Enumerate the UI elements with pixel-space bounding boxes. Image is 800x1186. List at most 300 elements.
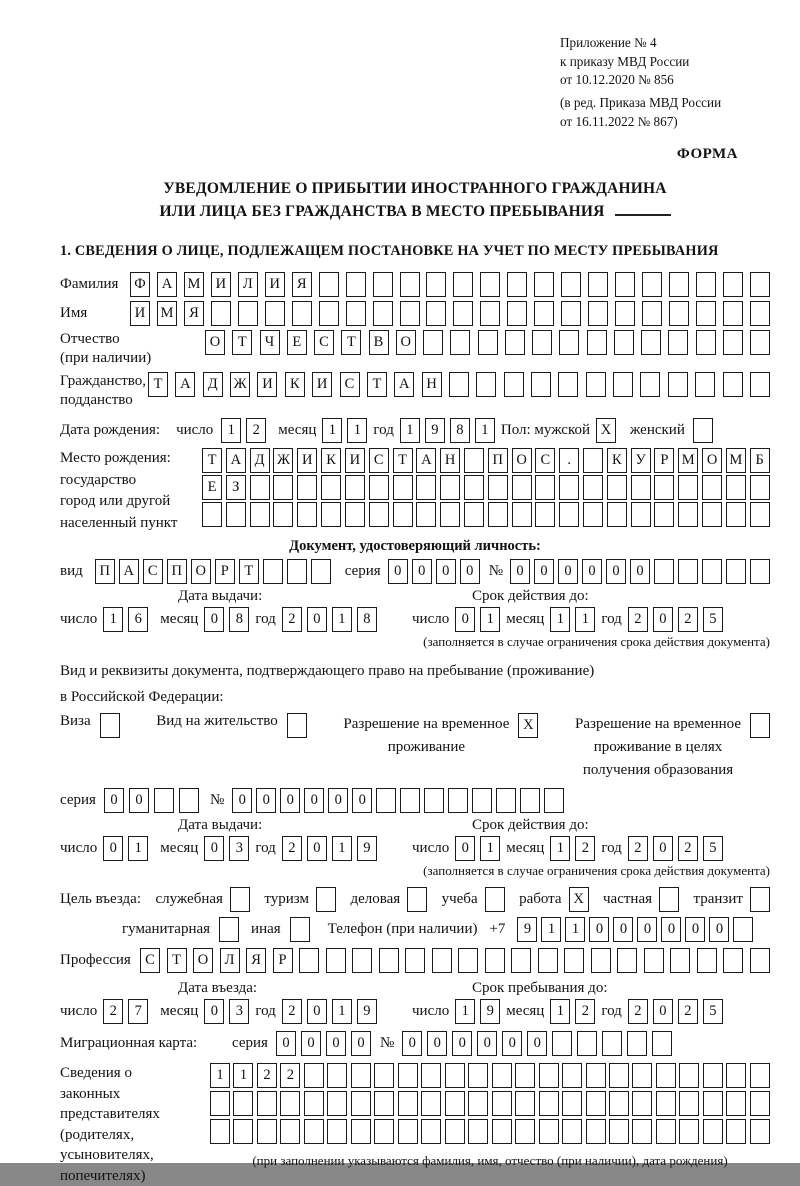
char-cell[interactable] <box>326 948 346 973</box>
char-cell[interactable] <box>750 559 770 584</box>
char-cell[interactable]: И <box>265 272 285 297</box>
char-cell[interactable] <box>726 475 746 500</box>
char-cell[interactable] <box>697 948 717 973</box>
char-cell[interactable] <box>607 475 627 500</box>
char-cell[interactable]: 0 <box>204 607 224 632</box>
char-cell[interactable] <box>304 1119 324 1144</box>
char-cell[interactable]: И <box>211 272 231 297</box>
char-cell[interactable] <box>440 502 460 527</box>
char-cell[interactable]: Н <box>440 448 460 473</box>
char-cell[interactable]: 0 <box>455 836 475 861</box>
char-cell[interactable] <box>750 1063 770 1088</box>
char-cell[interactable] <box>450 330 470 355</box>
char-cell[interactable] <box>464 448 484 473</box>
char-cell[interactable] <box>723 272 743 297</box>
char-cell[interactable]: С <box>535 448 555 473</box>
char-cell[interactable] <box>561 301 581 326</box>
char-cell[interactable] <box>615 272 635 297</box>
char-cell[interactable]: О <box>191 559 211 584</box>
char-cell[interactable] <box>679 1091 699 1116</box>
char-cell[interactable] <box>656 1063 676 1088</box>
char-cell[interactable] <box>534 272 554 297</box>
char-cell[interactable]: К <box>285 372 305 397</box>
char-cell[interactable] <box>750 475 770 500</box>
char-cell[interactable]: Р <box>654 448 674 473</box>
char-cell[interactable]: Т <box>341 330 361 355</box>
char-cell[interactable]: 2 <box>628 607 648 632</box>
char-cell[interactable] <box>511 948 531 973</box>
char-cell[interactable]: О <box>193 948 213 973</box>
male-checkbox[interactable]: X <box>596 418 616 443</box>
char-cell[interactable] <box>393 475 413 500</box>
char-cell[interactable]: 1 <box>541 917 561 942</box>
char-cell[interactable]: 1 <box>550 836 570 861</box>
char-cell[interactable]: И <box>297 448 317 473</box>
char-cell[interactable]: 1 <box>322 418 342 443</box>
char-cell[interactable]: К <box>321 448 341 473</box>
char-cell[interactable]: 0 <box>351 1031 371 1056</box>
official-checkbox[interactable] <box>230 887 250 912</box>
char-cell[interactable] <box>609 1119 629 1144</box>
char-cell[interactable]: 1 <box>480 836 500 861</box>
char-cell[interactable] <box>586 1091 606 1116</box>
char-cell[interactable] <box>379 948 399 973</box>
char-cell[interactable] <box>591 948 611 973</box>
char-cell[interactable]: 1 <box>550 999 570 1024</box>
char-cell[interactable] <box>750 1119 770 1144</box>
char-cell[interactable]: 0 <box>455 607 475 632</box>
char-cell[interactable] <box>421 1063 441 1088</box>
char-cell[interactable]: 9 <box>517 917 537 942</box>
char-cell[interactable] <box>702 475 722 500</box>
char-cell[interactable]: А <box>157 272 177 297</box>
char-cell[interactable] <box>654 502 674 527</box>
char-cell[interactable]: 0 <box>280 788 300 813</box>
char-cell[interactable] <box>376 788 396 813</box>
char-cell[interactable]: С <box>340 372 360 397</box>
char-cell[interactable] <box>319 301 339 326</box>
char-cell[interactable] <box>586 1063 606 1088</box>
char-cell[interactable] <box>678 559 698 584</box>
char-cell[interactable] <box>287 559 307 584</box>
char-cell[interactable] <box>304 1091 324 1116</box>
char-cell[interactable]: 0 <box>606 559 626 584</box>
char-cell[interactable] <box>632 1119 652 1144</box>
char-cell[interactable]: 1 <box>480 607 500 632</box>
char-cell[interactable]: С <box>140 948 160 973</box>
char-cell[interactable] <box>617 948 637 973</box>
char-cell[interactable] <box>507 272 527 297</box>
char-cell[interactable]: 0 <box>653 607 673 632</box>
char-cell[interactable] <box>703 1063 723 1088</box>
work-checkbox[interactable]: X <box>569 887 589 912</box>
char-cell[interactable] <box>750 272 770 297</box>
char-cell[interactable]: А <box>119 559 139 584</box>
char-cell[interactable] <box>507 301 527 326</box>
tourism-checkbox[interactable] <box>316 887 336 912</box>
char-cell[interactable]: 2 <box>628 836 648 861</box>
char-cell[interactable] <box>552 1031 572 1056</box>
char-cell[interactable]: Т <box>239 559 259 584</box>
char-cell[interactable] <box>602 1031 622 1056</box>
char-cell[interactable] <box>654 559 674 584</box>
char-cell[interactable]: Ф <box>130 272 150 297</box>
char-cell[interactable] <box>750 301 770 326</box>
char-cell[interactable]: А <box>416 448 436 473</box>
char-cell[interactable]: Ч <box>260 330 280 355</box>
char-cell[interactable] <box>515 1091 535 1116</box>
char-cell[interactable] <box>652 1031 672 1056</box>
char-cell[interactable] <box>607 502 627 527</box>
char-cell[interactable] <box>670 948 690 973</box>
char-cell[interactable]: 1 <box>210 1063 230 1088</box>
char-cell[interactable] <box>468 1119 488 1144</box>
char-cell[interactable]: 1 <box>332 999 352 1024</box>
char-cell[interactable] <box>539 1091 559 1116</box>
char-cell[interactable] <box>583 448 603 473</box>
char-cell[interactable]: 0 <box>477 1031 497 1056</box>
char-cell[interactable] <box>679 1063 699 1088</box>
char-cell[interactable] <box>154 788 174 813</box>
char-cell[interactable] <box>478 330 498 355</box>
char-cell[interactable]: 2 <box>103 999 123 1024</box>
char-cell[interactable]: 5 <box>703 836 723 861</box>
char-cell[interactable]: 0 <box>307 836 327 861</box>
char-cell[interactable] <box>426 301 446 326</box>
char-cell[interactable] <box>558 372 578 397</box>
char-cell[interactable] <box>445 1091 465 1116</box>
char-cell[interactable]: 9 <box>480 999 500 1024</box>
char-cell[interactable]: 1 <box>347 418 367 443</box>
char-cell[interactable]: 5 <box>703 999 723 1024</box>
char-cell[interactable]: Р <box>215 559 235 584</box>
char-cell[interactable] <box>257 1091 277 1116</box>
char-cell[interactable] <box>559 475 579 500</box>
char-cell[interactable] <box>588 272 608 297</box>
char-cell[interactable] <box>352 948 372 973</box>
char-cell[interactable] <box>488 502 508 527</box>
char-cell[interactable] <box>445 1063 465 1088</box>
char-cell[interactable]: М <box>157 301 177 326</box>
char-cell[interactable] <box>492 1063 512 1088</box>
char-cell[interactable]: 0 <box>232 788 252 813</box>
char-cell[interactable]: 1 <box>455 999 475 1024</box>
char-cell[interactable] <box>631 502 651 527</box>
char-cell[interactable] <box>723 301 743 326</box>
study-checkbox[interactable] <box>485 887 505 912</box>
char-cell[interactable] <box>297 475 317 500</box>
char-cell[interactable]: Ж <box>273 448 293 473</box>
char-cell[interactable]: Я <box>292 272 312 297</box>
char-cell[interactable] <box>505 330 525 355</box>
char-cell[interactable]: 2 <box>575 999 595 1024</box>
char-cell[interactable]: К <box>607 448 627 473</box>
char-cell[interactable] <box>321 502 341 527</box>
char-cell[interactable] <box>726 502 746 527</box>
char-cell[interactable]: О <box>512 448 532 473</box>
char-cell[interactable] <box>534 301 554 326</box>
char-cell[interactable]: Т <box>232 330 252 355</box>
char-cell[interactable]: П <box>167 559 187 584</box>
char-cell[interactable] <box>613 372 633 397</box>
char-cell[interactable]: Л <box>220 948 240 973</box>
char-cell[interactable] <box>453 272 473 297</box>
char-cell[interactable]: 0 <box>661 917 681 942</box>
char-cell[interactable]: 0 <box>589 917 609 942</box>
char-cell[interactable] <box>561 272 581 297</box>
char-cell[interactable]: 3 <box>229 836 249 861</box>
char-cell[interactable]: Р <box>273 948 293 973</box>
char-cell[interactable]: Т <box>148 372 168 397</box>
char-cell[interactable] <box>588 301 608 326</box>
char-cell[interactable]: 9 <box>425 418 445 443</box>
char-cell[interactable]: 0 <box>129 788 149 813</box>
char-cell[interactable] <box>515 1063 535 1088</box>
other-checkbox[interactable] <box>290 917 310 942</box>
char-cell[interactable]: В <box>369 330 389 355</box>
char-cell[interactable] <box>398 1119 418 1144</box>
char-cell[interactable]: Т <box>367 372 387 397</box>
char-cell[interactable] <box>304 1063 324 1088</box>
female-checkbox[interactable] <box>693 418 713 443</box>
char-cell[interactable] <box>327 1063 347 1088</box>
char-cell[interactable] <box>702 502 722 527</box>
char-cell[interactable] <box>539 1119 559 1144</box>
char-cell[interactable]: 2 <box>678 836 698 861</box>
char-cell[interactable] <box>346 272 366 297</box>
char-cell[interactable]: 9 <box>357 999 377 1024</box>
char-cell[interactable]: 0 <box>276 1031 296 1056</box>
char-cell[interactable]: 0 <box>637 917 657 942</box>
char-cell[interactable] <box>426 272 446 297</box>
char-cell[interactable] <box>564 948 584 973</box>
char-cell[interactable] <box>369 502 389 527</box>
char-cell[interactable]: 0 <box>328 788 348 813</box>
char-cell[interactable]: 8 <box>450 418 470 443</box>
business-checkbox[interactable] <box>407 887 427 912</box>
char-cell[interactable]: Т <box>202 448 222 473</box>
char-cell[interactable] <box>609 1091 629 1116</box>
char-cell[interactable]: 1 <box>475 418 495 443</box>
char-cell[interactable] <box>440 475 460 500</box>
char-cell[interactable] <box>179 788 199 813</box>
char-cell[interactable] <box>398 1063 418 1088</box>
char-cell[interactable]: 0 <box>427 1031 447 1056</box>
char-cell[interactable] <box>421 1091 441 1116</box>
char-cell[interactable] <box>250 502 270 527</box>
char-cell[interactable]: 2 <box>678 607 698 632</box>
char-cell[interactable] <box>464 475 484 500</box>
char-cell[interactable] <box>472 788 492 813</box>
char-cell[interactable]: 0 <box>402 1031 422 1056</box>
char-cell[interactable]: 0 <box>685 917 705 942</box>
char-cell[interactable] <box>678 475 698 500</box>
char-cell[interactable]: 2 <box>257 1063 277 1088</box>
char-cell[interactable]: 5 <box>703 607 723 632</box>
char-cell[interactable] <box>703 1119 723 1144</box>
char-cell[interactable] <box>632 1063 652 1088</box>
char-cell[interactable] <box>238 301 258 326</box>
char-cell[interactable] <box>726 1091 746 1116</box>
char-cell[interactable] <box>723 948 743 973</box>
char-cell[interactable] <box>641 330 661 355</box>
char-cell[interactable] <box>297 502 317 527</box>
char-cell[interactable] <box>609 1063 629 1088</box>
char-cell[interactable]: А <box>226 448 246 473</box>
char-cell[interactable] <box>627 1031 647 1056</box>
char-cell[interactable] <box>480 272 500 297</box>
char-cell[interactable] <box>321 475 341 500</box>
char-cell[interactable] <box>733 917 753 942</box>
char-cell[interactable]: Я <box>246 948 266 973</box>
char-cell[interactable]: П <box>488 448 508 473</box>
char-cell[interactable] <box>327 1119 347 1144</box>
char-cell[interactable] <box>562 1091 582 1116</box>
char-cell[interactable] <box>374 1119 394 1144</box>
char-cell[interactable]: 0 <box>460 559 480 584</box>
char-cell[interactable]: 3 <box>229 999 249 1024</box>
char-cell[interactable]: 0 <box>436 559 456 584</box>
char-cell[interactable] <box>226 502 246 527</box>
char-cell[interactable] <box>374 1091 394 1116</box>
char-cell[interactable] <box>702 559 722 584</box>
char-cell[interactable] <box>400 788 420 813</box>
private-checkbox[interactable] <box>659 887 679 912</box>
char-cell[interactable]: 0 <box>412 559 432 584</box>
char-cell[interactable]: 0 <box>653 999 673 1024</box>
char-cell[interactable]: 8 <box>229 607 249 632</box>
char-cell[interactable] <box>538 948 558 973</box>
humanitarian-checkbox[interactable] <box>219 917 239 942</box>
char-cell[interactable]: С <box>143 559 163 584</box>
char-cell[interactable]: 0 <box>256 788 276 813</box>
char-cell[interactable] <box>351 1091 371 1116</box>
char-cell[interactable]: 1 <box>550 607 570 632</box>
char-cell[interactable] <box>319 272 339 297</box>
char-cell[interactable] <box>504 372 524 397</box>
char-cell[interactable] <box>265 301 285 326</box>
char-cell[interactable]: 0 <box>510 559 530 584</box>
char-cell[interactable] <box>445 1119 465 1144</box>
char-cell[interactable]: Л <box>238 272 258 297</box>
char-cell[interactable] <box>656 1091 676 1116</box>
char-cell[interactable] <box>346 301 366 326</box>
char-cell[interactable] <box>496 788 516 813</box>
char-cell[interactable] <box>512 475 532 500</box>
char-cell[interactable]: 0 <box>582 559 602 584</box>
char-cell[interactable] <box>369 475 389 500</box>
char-cell[interactable] <box>421 1119 441 1144</box>
char-cell[interactable] <box>696 330 716 355</box>
char-cell[interactable]: О <box>396 330 416 355</box>
char-cell[interactable] <box>351 1063 371 1088</box>
char-cell[interactable]: 2 <box>282 999 302 1024</box>
char-cell[interactable] <box>292 301 312 326</box>
char-cell[interactable] <box>458 948 478 973</box>
char-cell[interactable]: И <box>257 372 277 397</box>
char-cell[interactable] <box>750 502 770 527</box>
char-cell[interactable]: 1 <box>400 418 420 443</box>
char-cell[interactable]: 2 <box>282 607 302 632</box>
char-cell[interactable] <box>644 948 664 973</box>
residence-permit-checkbox[interactable] <box>287 713 307 738</box>
char-cell[interactable] <box>615 301 635 326</box>
char-cell[interactable] <box>654 475 674 500</box>
char-cell[interactable] <box>345 502 365 527</box>
char-cell[interactable] <box>345 475 365 500</box>
char-cell[interactable] <box>405 948 425 973</box>
char-cell[interactable] <box>695 372 715 397</box>
char-cell[interactable] <box>400 301 420 326</box>
char-cell[interactable] <box>640 372 660 397</box>
char-cell[interactable] <box>476 372 496 397</box>
char-cell[interactable]: Е <box>202 475 222 500</box>
char-cell[interactable]: 0 <box>326 1031 346 1056</box>
char-cell[interactable]: А <box>394 372 414 397</box>
char-cell[interactable]: Д <box>250 448 270 473</box>
char-cell[interactable] <box>559 330 579 355</box>
char-cell[interactable] <box>432 948 452 973</box>
char-cell[interactable]: 7 <box>128 999 148 1024</box>
char-cell[interactable]: М <box>184 272 204 297</box>
char-cell[interactable] <box>485 948 505 973</box>
char-cell[interactable] <box>577 1031 597 1056</box>
char-cell[interactable] <box>233 1091 253 1116</box>
char-cell[interactable] <box>453 301 473 326</box>
char-cell[interactable] <box>726 1063 746 1088</box>
char-cell[interactable] <box>273 502 293 527</box>
char-cell[interactable]: 0 <box>204 999 224 1024</box>
char-cell[interactable]: 0 <box>301 1031 321 1056</box>
char-cell[interactable] <box>750 330 770 355</box>
char-cell[interactable]: П <box>95 559 115 584</box>
char-cell[interactable] <box>726 559 746 584</box>
char-cell[interactable] <box>373 301 393 326</box>
char-cell[interactable]: 0 <box>558 559 578 584</box>
char-cell[interactable] <box>400 272 420 297</box>
char-cell[interactable]: Т <box>167 948 187 973</box>
char-cell[interactable] <box>211 301 231 326</box>
char-cell[interactable] <box>393 502 413 527</box>
char-cell[interactable] <box>416 502 436 527</box>
char-cell[interactable] <box>424 788 444 813</box>
char-cell[interactable]: 2 <box>678 999 698 1024</box>
char-cell[interactable]: Е <box>287 330 307 355</box>
char-cell[interactable]: 2 <box>575 836 595 861</box>
char-cell[interactable] <box>535 502 555 527</box>
char-cell[interactable] <box>257 1119 277 1144</box>
char-cell[interactable] <box>531 372 551 397</box>
char-cell[interactable]: 2 <box>280 1063 300 1088</box>
char-cell[interactable] <box>448 788 468 813</box>
char-cell[interactable]: 0 <box>307 999 327 1024</box>
char-cell[interactable]: 1 <box>575 607 595 632</box>
char-cell[interactable] <box>351 1119 371 1144</box>
char-cell[interactable]: Я <box>184 301 204 326</box>
char-cell[interactable]: 2 <box>282 836 302 861</box>
char-cell[interactable] <box>280 1119 300 1144</box>
char-cell[interactable]: Ж <box>230 372 250 397</box>
char-cell[interactable] <box>559 502 579 527</box>
char-cell[interactable]: 0 <box>502 1031 522 1056</box>
char-cell[interactable] <box>750 1091 770 1116</box>
char-cell[interactable]: 0 <box>653 836 673 861</box>
char-cell[interactable] <box>631 475 651 500</box>
char-cell[interactable] <box>562 1119 582 1144</box>
visa-checkbox[interactable] <box>100 713 120 738</box>
char-cell[interactable] <box>488 475 508 500</box>
char-cell[interactable] <box>449 372 469 397</box>
